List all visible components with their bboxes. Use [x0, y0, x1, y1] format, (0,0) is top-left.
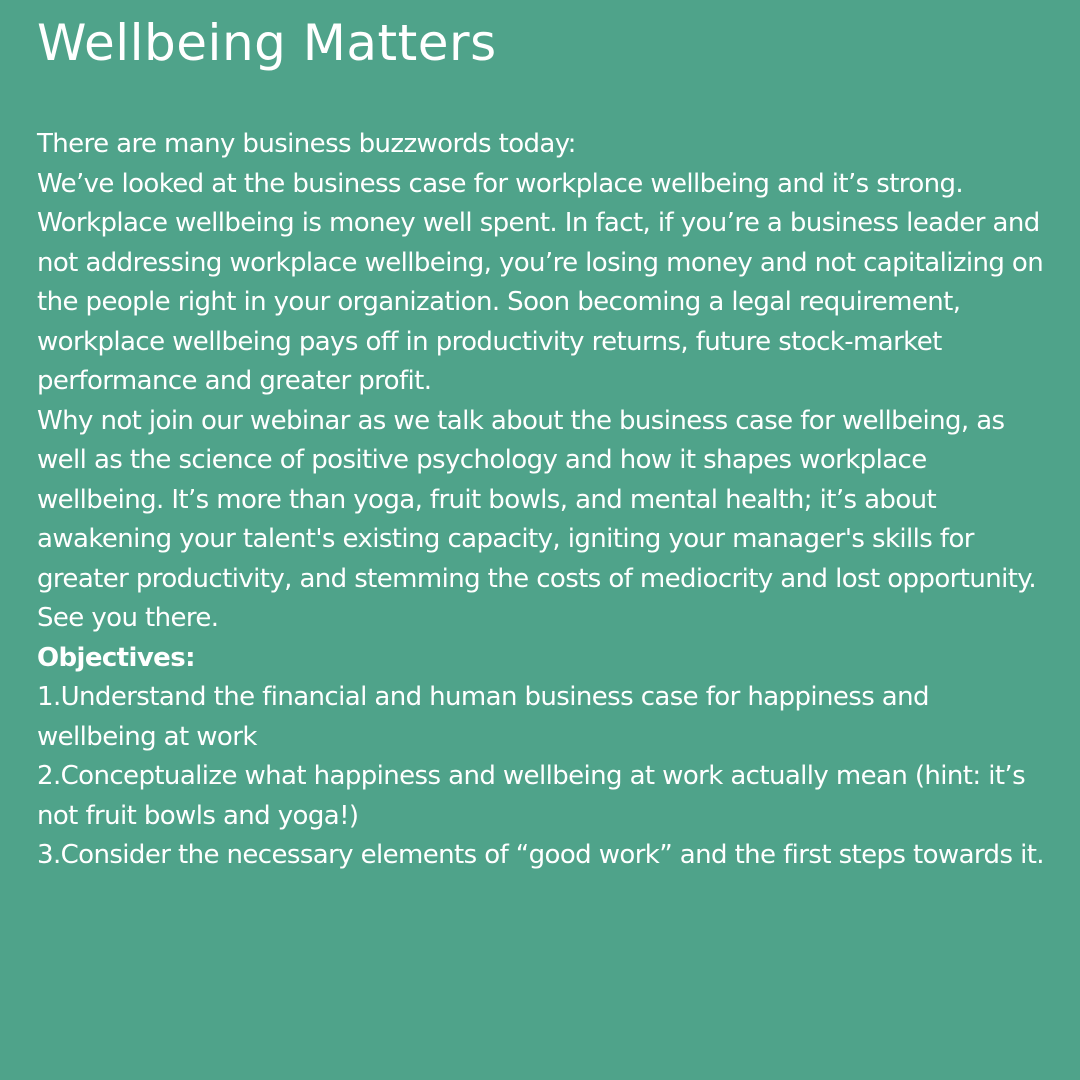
objectives-heading: Objectives:	[37, 642, 195, 673]
body-text	[37, 125, 1052, 876]
objective-item-3: 3.Consider the necessary elements of “good work” and the first steps towards it.	[37, 840, 1044, 870]
page-title: Wellbeing Matters	[37, 14, 497, 72]
intro-line: There are many business buzzwords today:	[37, 129, 576, 159]
objective-item-2: 2.Conceptualize what happiness and wellbeing at work actually mean (hint: it’s not fruit bowls and yoga!)	[37, 761, 1026, 831]
paragraph-webinar: Why not join our webinar as we talk about the business case for wellbeing, as well as the science of positive psychology and how it shapes workplace wellbeing. It’s more than yoga, fruit bowls, and mental health; it’s about awakening your talent's existing capacity, igniting your manager's skills for greater productivity, and stemming the costs of mediocrity and lost opportunity. See you there.	[37, 405, 1037, 633]
objective-item-1: 1.Understand the financial and human business case for happiness and wellbeing at work	[37, 682, 929, 752]
paragraph-business-case: We’ve looked at the business case for workplace wellbeing and it’s strong. Workplace wellbeing is money well spent. In fact, if you’re a business leader and not addressing workplace wellbeing, you’re losing money and not capitalizing on the people right in your organization. Soon becoming a legal requirement, workplace wellbeing pays off in productivity returns, future stock-market performance and greater profit.	[37, 168, 1044, 396]
